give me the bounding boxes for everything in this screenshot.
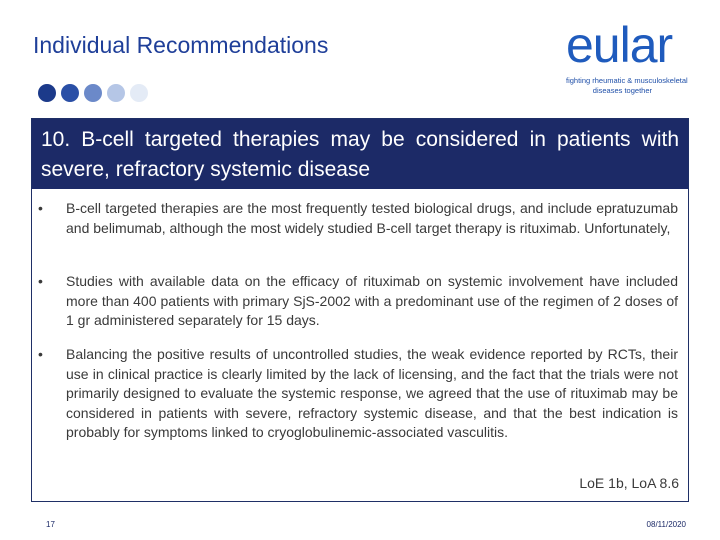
progress-dot-2 (61, 84, 79, 102)
progress-dot-3 (84, 84, 102, 102)
page-number: 17 (46, 520, 55, 529)
progress-dot-1 (38, 84, 56, 102)
bullet-marker: • (38, 346, 43, 362)
slide-title: Individual Recommendations (33, 32, 329, 58)
logo-tagline-line2: diseases together (592, 86, 652, 95)
bullet-text: Studies with available data on the efficacy of rituximab on systemic involvement have included more than 400 patients with primary SjS-2002 with a predominant use of the regimen of 2 doses of 1 gr administered separately for 15 days. (66, 273, 678, 328)
logo-tagline (566, 76, 696, 96)
bullet-item (38, 272, 678, 331)
logo-tagline-line1: fighting rheumatic & musculoskeletal (566, 76, 688, 85)
bullet-item (38, 345, 678, 443)
bullet-text: B-cell targeted therapies are the most frequently tested biological drugs, and include epratuzumab and belimumab, although the most widely studied B-cell target therapy is rituximab. Unfortunately, (66, 200, 678, 236)
progress-dot-5 (130, 84, 148, 102)
bullet-marker: • (38, 200, 43, 216)
evidence-level: LoE 1b, LoA 8.6 (579, 475, 679, 491)
slide-date: 08/11/2020 (646, 520, 686, 529)
recommendation-panel (31, 118, 689, 502)
recommendation-heading: 10. B-cell targeted therapies may be considered in patients with severe, refractory systemic disease (32, 119, 688, 189)
progress-dot-4 (107, 84, 125, 102)
eular-logo (566, 17, 696, 96)
bullet-text: Balancing the positive results of uncontrolled studies, the weak evidence reported by RCTs, their use in clinical practice is clearly limited by the lack of licensing, and the fact that the trials were not primarily designed to evaluate the systemic response, we agreed that the use of rituximab may be considered in patients with severe, refractory systemic disease, and that the best indication is probably for symptoms linked to cryoglobulinemic-associated vasculitis. (66, 346, 678, 440)
bullet-item (38, 199, 678, 238)
bullet-marker: • (38, 273, 43, 289)
logo-wordmark: eular (566, 17, 673, 73)
